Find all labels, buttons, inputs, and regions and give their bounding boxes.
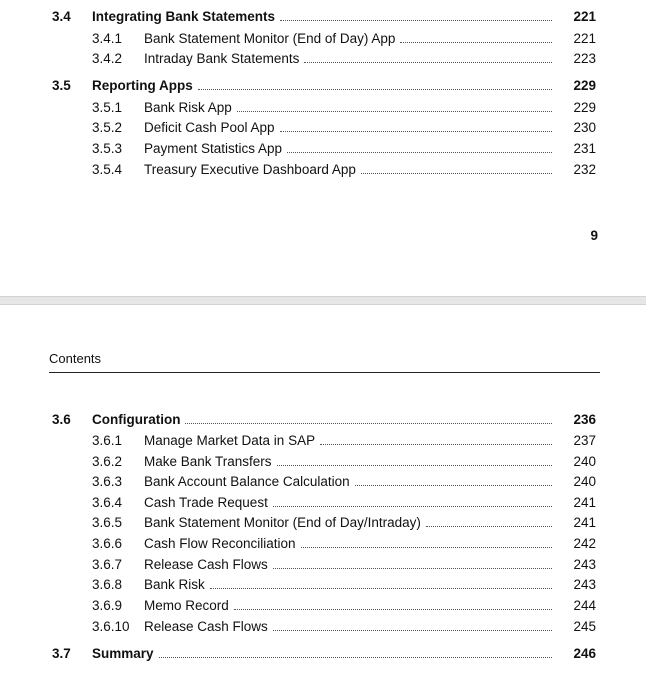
page-ref: 223 <box>573 51 596 66</box>
dot-leader <box>400 42 552 43</box>
section-title: Release Cash Flows <box>144 619 268 634</box>
dot-leader <box>361 173 552 174</box>
section-number: 3.6.1 <box>92 433 123 448</box>
page-ref: 232 <box>573 162 596 177</box>
toc-entry[interactable] <box>0 49 646 69</box>
page-ref: 242 <box>573 536 596 551</box>
toc-entry[interactable] <box>0 596 646 616</box>
section-title: Reporting Apps <box>92 78 193 93</box>
section-number: 3.4.1 <box>92 31 123 46</box>
dot-leader <box>237 111 552 112</box>
dot-leader <box>185 423 552 424</box>
section-number: 3.6 <box>52 412 71 427</box>
section-number: 3.7 <box>52 646 71 661</box>
toc-entry[interactable] <box>0 472 646 492</box>
toc-entry[interactable] <box>0 431 646 451</box>
toc-entry[interactable] <box>0 98 646 118</box>
page-ref: 240 <box>573 474 596 489</box>
page-ref: 229 <box>573 100 596 115</box>
section-number: 3.6.2 <box>92 454 123 469</box>
page-ref: 241 <box>573 515 596 530</box>
section-title: Configuration <box>92 412 181 427</box>
toc-entry[interactable] <box>0 513 646 533</box>
section-title: Bank Risk <box>144 577 205 592</box>
page-ref: 245 <box>573 619 596 634</box>
section-number: 3.5.4 <box>92 162 123 177</box>
toc-entry[interactable] <box>0 575 646 595</box>
page-separator <box>0 296 646 305</box>
toc-entry[interactable] <box>0 493 646 513</box>
section-title: Deficit Cash Pool App <box>144 120 275 135</box>
section-title: Bank Statement Monitor (End of Day/Intraday) <box>144 515 421 530</box>
toc-entry[interactable] <box>0 644 646 664</box>
page-ref: 240 <box>573 454 596 469</box>
dot-leader <box>280 20 552 21</box>
dot-leader <box>301 547 552 548</box>
section-number: 3.5.3 <box>92 141 123 156</box>
dot-leader <box>159 657 552 658</box>
section-title: Make Bank Transfers <box>144 454 272 469</box>
page-ref: 230 <box>573 120 596 135</box>
running-header: Contents <box>49 351 102 366</box>
section-title: Release Cash Flows <box>144 557 268 572</box>
section-number: 3.6.7 <box>92 557 123 572</box>
section-title: Bank Statement Monitor (End of Day) App <box>144 31 396 46</box>
dot-leader <box>277 465 552 466</box>
section-number: 3.6.9 <box>92 598 123 613</box>
toc-entry[interactable] <box>0 7 646 27</box>
dot-leader <box>320 444 552 445</box>
section-title: Bank Account Balance Calculation <box>144 474 350 489</box>
toc-entry[interactable] <box>0 139 646 159</box>
section-number: 3.6.3 <box>92 474 123 489</box>
section-number: 3.5.2 <box>92 120 123 135</box>
section-title: Cash Trade Request <box>144 495 268 510</box>
section-number: 3.4 <box>52 9 71 24</box>
toc-page-bottom <box>0 305 646 691</box>
toc-entry[interactable] <box>0 617 646 637</box>
dot-leader <box>426 526 552 527</box>
section-title: Intraday Bank Statements <box>144 51 300 66</box>
page-ref: 221 <box>573 9 596 24</box>
page-ref: 241 <box>573 495 596 510</box>
section-title: Manage Market Data in SAP <box>144 433 316 448</box>
page-ref: 244 <box>573 598 596 613</box>
dot-leader <box>234 609 552 610</box>
dot-leader <box>198 89 552 90</box>
dot-leader <box>280 131 552 132</box>
section-number: 3.6.4 <box>92 495 123 510</box>
section-title: Summary <box>92 646 154 661</box>
section-number: 3.6.6 <box>92 536 123 551</box>
toc-entry[interactable] <box>0 452 646 472</box>
toc-entry[interactable] <box>0 534 646 554</box>
section-number: 3.6.5 <box>92 515 123 530</box>
section-title: Memo Record <box>144 598 229 613</box>
dot-leader <box>287 152 552 153</box>
page-ref: 243 <box>573 557 596 572</box>
dot-leader <box>273 568 552 569</box>
section-number: 3.5 <box>52 78 71 93</box>
page-ref: 229 <box>573 78 596 93</box>
dot-leader <box>355 485 552 486</box>
section-number: 3.6.8 <box>92 577 123 592</box>
section-number: 3.4.2 <box>92 51 123 66</box>
toc-entry[interactable] <box>0 76 646 96</box>
header-rule <box>49 372 600 373</box>
section-number: 3.5.1 <box>92 100 123 115</box>
page-ref: 221 <box>573 31 596 46</box>
section-title: Treasury Executive Dashboard App <box>144 162 356 177</box>
dot-leader <box>210 588 552 589</box>
section-title: Payment Statistics App <box>144 141 283 156</box>
dot-leader <box>273 630 552 631</box>
toc-page-top <box>0 0 646 296</box>
page-ref: 246 <box>573 646 596 661</box>
toc-entry[interactable] <box>0 118 646 138</box>
toc-entry[interactable] <box>0 410 646 430</box>
dot-leader <box>273 506 552 507</box>
dot-leader <box>304 62 552 63</box>
toc-entry[interactable] <box>0 555 646 575</box>
section-title: Bank Risk App <box>144 100 232 115</box>
page-ref: 236 <box>573 412 596 427</box>
section-title: Cash Flow Reconciliation <box>144 536 296 551</box>
page-ref: 237 <box>573 433 596 448</box>
toc-entry[interactable] <box>0 29 646 49</box>
toc-entry[interactable] <box>0 160 646 180</box>
page-ref: 243 <box>573 577 596 592</box>
section-title: Integrating Bank Statements <box>92 9 276 24</box>
page-number: 9 <box>590 228 598 243</box>
section-number: 3.6.10 <box>92 619 130 634</box>
page-ref: 231 <box>573 141 596 156</box>
